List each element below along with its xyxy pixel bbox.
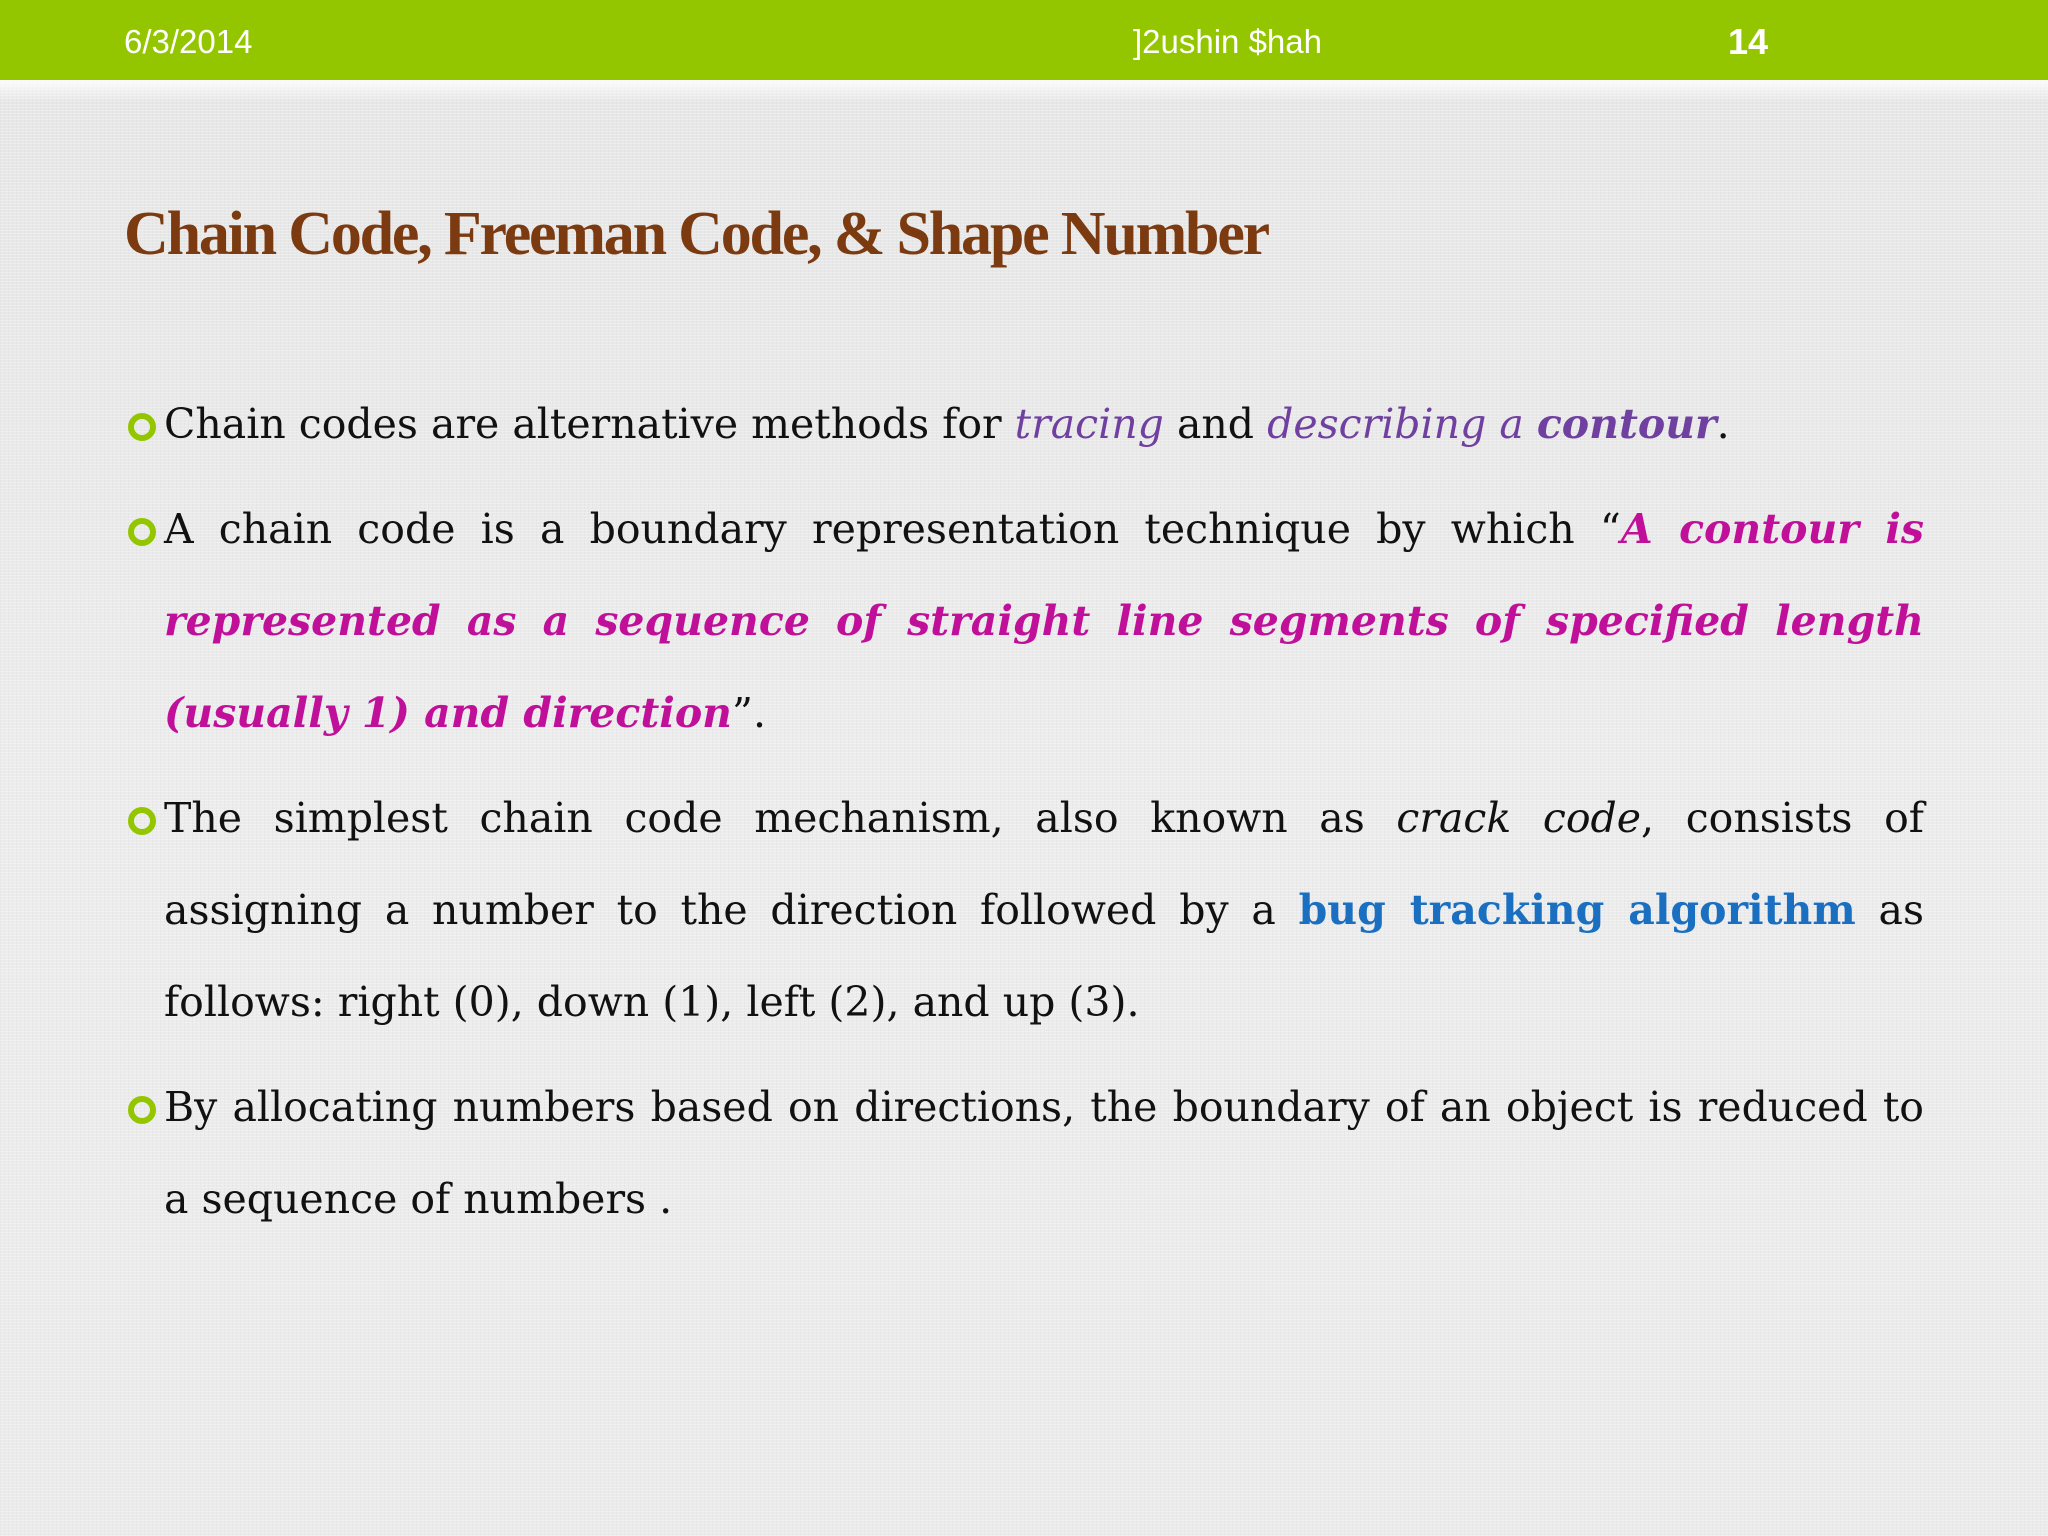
bullet-1-space (1524, 400, 1537, 448)
bullet-1-text-1: Chain codes are alternative methods for (164, 400, 1015, 448)
bullet-1-text-2: and (1163, 400, 1268, 448)
header-shadow (0, 80, 2048, 102)
bullet-1-tracing: tracing (1014, 400, 1164, 448)
bullet-3-text-3: as follows: right (0), down (1), left (2), and up (3). (164, 886, 1925, 1026)
bullet-item-3 (124, 772, 1924, 1048)
bullet-2-quote: A contour is represented as a sequence of straight line segments of specified length (usually 1) and direction (164, 505, 1924, 737)
bullet-1-contour: contour (1536, 400, 1717, 448)
bullet-4-text-1: By allocating numbers based on directions, the boundary of an object is reduced to a sequence of numbers . (164, 1083, 1924, 1223)
bullet-ring-icon (128, 1096, 156, 1124)
bullet-item-2 (124, 483, 1924, 759)
header-date: 6/3/2014 (124, 23, 253, 60)
bullet-ring-icon (128, 518, 156, 546)
bullet-ring-icon (128, 413, 156, 441)
bullet-3-algorithm: bug tracking algorithm (1298, 886, 1856, 934)
bullet-3-crack-code: crack code (1396, 794, 1642, 842)
bullet-2-text-1: A chain code is a boundary representation technique by which “ (164, 505, 1621, 553)
header-author: ]2ushin $hah (1133, 23, 1322, 60)
bullet-1-text-3: . (1716, 400, 1730, 448)
bullet-item-4 (124, 1061, 1924, 1245)
page-number: 14 (1728, 21, 1769, 62)
bullet-ring-icon (128, 807, 156, 835)
bullet-2-text-2: ”. (732, 689, 766, 737)
bullet-item-1 (124, 378, 1924, 470)
slide-title: Chain Code, Freeman Code, & Shape Number (124, 200, 1268, 268)
bullet-3-text-2: , consists of assigning a number to the direction followed by a (164, 794, 1924, 934)
bullet-list (124, 378, 1924, 1258)
bullet-1-describing: describing a (1267, 400, 1524, 448)
bullet-3-text-1: The simplest chain code mechanism, also known as (164, 794, 1397, 842)
